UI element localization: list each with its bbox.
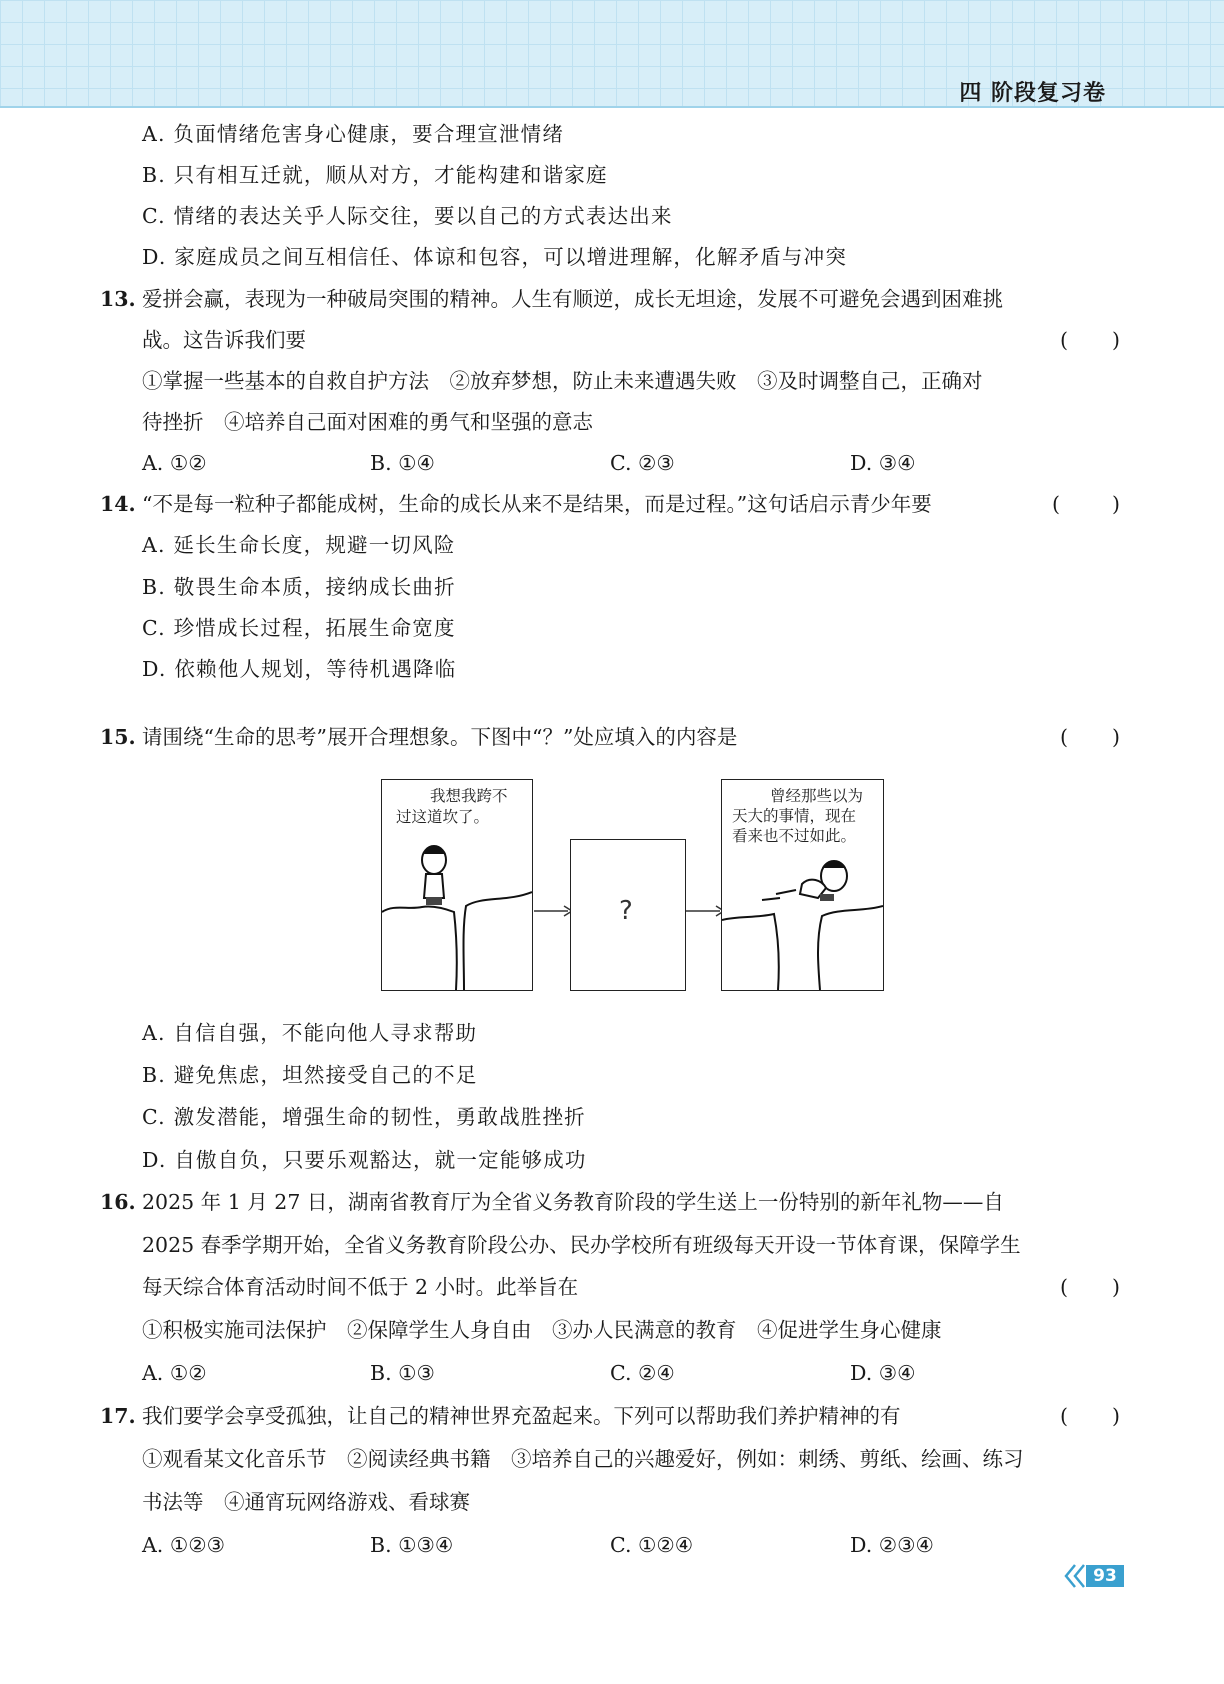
q13-items-line2: 待挫折 ④培养自己面对困难的勇气和坚强的意志	[142, 410, 593, 434]
q13-stem-line1: 爱拼会赢，表现为一种破局突围的精神。人生有顺逆，成长无坦途，发展不可避免会遇到困难挑	[142, 287, 1003, 311]
q12-option-c: C. 情绪的表达关乎人际交往，要以自己的方式表达出来	[142, 204, 673, 228]
section-title: 四 阶段复习卷	[959, 81, 1106, 106]
paren-open: (	[1060, 328, 1068, 352]
q14-option-c: C. 珍惜成长过程，拓展生命宽度	[142, 616, 456, 640]
q14-option-b: B. 敬畏生命本质，接纳成长曲折	[142, 575, 456, 599]
q17-number: 17.	[100, 1404, 136, 1428]
q16-choice-a: A. ①②	[142, 1361, 207, 1385]
q15-number: 15.	[100, 725, 136, 749]
q14-option-d: D. 依赖他人规划，等待机遇降临	[142, 657, 457, 681]
page-number: 93	[1086, 1565, 1124, 1587]
comic-left-drawing	[382, 780, 532, 990]
q14-stem: “不是每一粒种子都能成树，生命的成长从来不是结果，而是过程。”这句话启示青少年要	[142, 492, 932, 516]
q16-choice-b: B. ①③	[370, 1361, 435, 1385]
paren-open: (	[1060, 1404, 1068, 1428]
comic-panel-right	[721, 779, 884, 991]
q13-choice-d: D. ③④	[850, 451, 916, 475]
q13-choice-c: C. ②③	[610, 451, 675, 475]
q16-stem-line2: 2025 春季学期开始，全省义务教育阶段公办、民办学校所有班级每天开设一节体育课，保障学生	[142, 1233, 1021, 1257]
q17-items-line1: ①观看某文化音乐节 ②阅读经典书籍 ③培养自己的兴趣爱好，例如：刺绣、剪纸、绘画、练习	[142, 1447, 1024, 1471]
paren-close: )	[1112, 725, 1120, 749]
paren-close: )	[1112, 1275, 1120, 1299]
paren-close: )	[1112, 1404, 1120, 1428]
arrow-right-icon	[686, 905, 726, 917]
comic-left-text-line1: 我想我跨不	[430, 787, 508, 805]
comic-panel-middle	[570, 839, 686, 991]
q16-choice-c: C. ②④	[610, 1361, 675, 1385]
q13-number: 13.	[100, 287, 136, 311]
q16-number: 16.	[100, 1190, 136, 1214]
comic-panel-left	[381, 779, 533, 991]
question-mark: ?	[619, 896, 633, 926]
arrow-right-icon	[534, 905, 574, 917]
q15-option-b: B. 避免焦虑，坦然接受自己的不足	[142, 1063, 478, 1087]
q17-choice-d: D. ②③④	[850, 1533, 934, 1557]
q16-stem-line3: 每天综合体育活动时间不低于 2 小时。此举旨在	[142, 1275, 579, 1299]
paren-close: )	[1112, 492, 1120, 516]
paren-open: (	[1060, 725, 1068, 749]
q13-stem-line2: 战。这告诉我们要	[142, 328, 306, 352]
q15-option-a: A. 自信自强，不能向他人寻求帮助	[142, 1021, 478, 1045]
q15-option-c: C. 激发潜能，增强生命的韧性，勇敢战胜挫折	[142, 1105, 586, 1129]
q12-option-d: D. 家庭成员之间互相信任、体谅和包容，可以增进理解，化解矛盾与冲突	[142, 245, 848, 269]
q12-option-a: A. 负面情绪危害身心健康，要合理宣泄情绪	[142, 122, 565, 146]
q13-choice-a: A. ①②	[142, 451, 207, 475]
double-chevron-left-icon	[1063, 1563, 1087, 1589]
q17-choice-c: C. ①②④	[610, 1533, 694, 1557]
q14-option-a: A. 延长生命长度，规避一切风险	[142, 533, 456, 557]
comic-right-text-line3: 看来也不过如此。	[732, 827, 857, 845]
comic-right-drawing	[722, 780, 883, 990]
q15-option-d: D. 自傲自负，只要乐观豁达，就一定能够成功	[142, 1148, 587, 1172]
q17-choice-b: B. ①③④	[370, 1533, 454, 1557]
q17-choice-a: A. ①②③	[142, 1533, 225, 1557]
comic-right-text-line2: 天大的事情，现在	[732, 807, 857, 825]
q17-items-line2: 书法等 ④通宵玩网络游戏、看球赛	[142, 1490, 470, 1514]
q16-items: ①积极实施司法保护 ②保障学生人身自由 ③办人民满意的教育 ④促进学生身心健康	[142, 1318, 942, 1342]
q15-stem: 请围绕“生命的思考”展开合理想象。下图中“？”处应填入的内容是	[142, 725, 738, 749]
q13-choice-b: B. ①④	[370, 451, 435, 475]
comic-right-text-line1: 曾经那些以为	[770, 787, 864, 805]
q12-option-b: B. 只有相互迁就，顺从对方，才能构建和谐家庭	[142, 163, 608, 187]
paren-open: (	[1052, 492, 1060, 516]
q16-stem-line1: 2025 年 1 月 27 日，湖南省教育厅为全省义务教育阶段的学生送上一份特别的新年礼物——自	[142, 1190, 1004, 1214]
paren-close: )	[1112, 328, 1120, 352]
comic-left-text-line2: 过这道坎了。	[396, 808, 490, 826]
q14-number: 14.	[100, 492, 136, 516]
q17-stem: 我们要学会享受孤独，让自己的精神世界充盈起来。下列可以帮助我们养护精神的有	[142, 1404, 901, 1428]
q13-items-line1: ①掌握一些基本的自救自护方法 ②放弃梦想，防止未来遭遇失败 ③及时调整自己，正确对	[142, 369, 983, 393]
q16-choice-d: D. ③④	[850, 1361, 916, 1385]
paren-open: (	[1060, 1275, 1068, 1299]
